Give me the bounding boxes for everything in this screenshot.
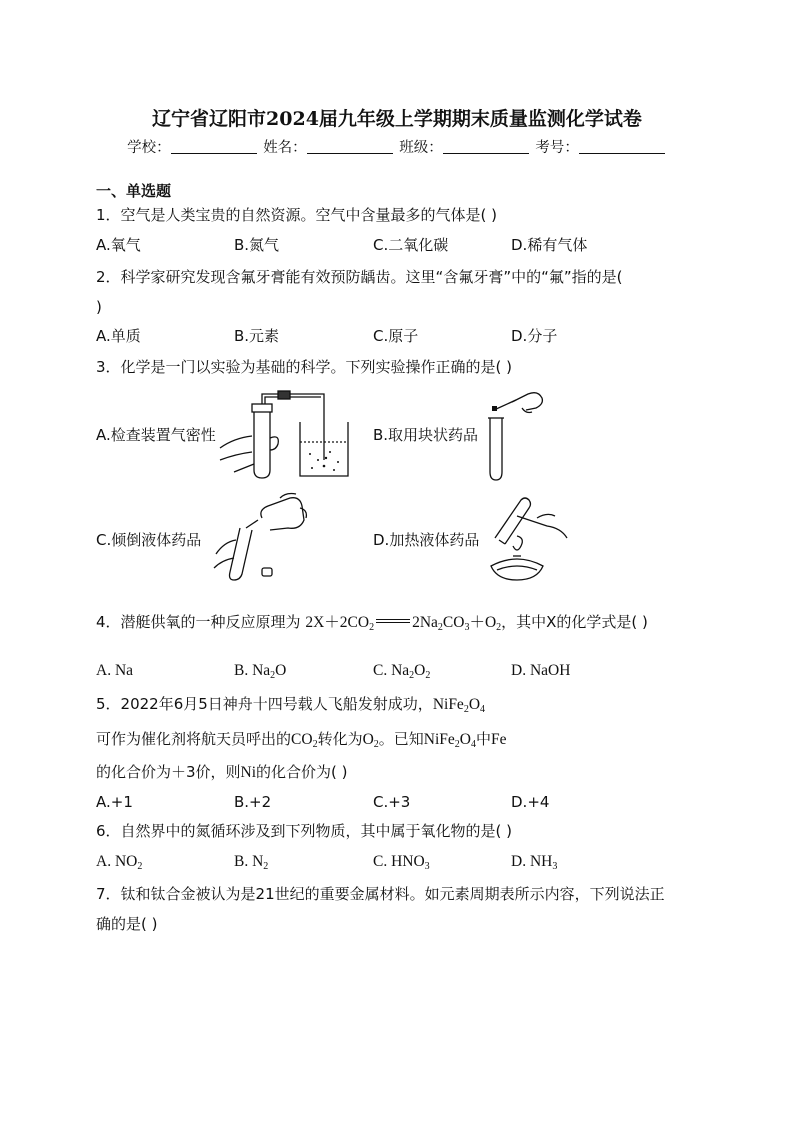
- q5-line2-mid2: 。已知: [378, 730, 424, 748]
- q5-option-a: A.+1: [96, 793, 133, 811]
- q4-c-sub2: 2: [425, 670, 431, 681]
- q1-option-a: A.氧气: [96, 236, 141, 254]
- q6-option-c: [373, 852, 430, 872]
- q2-option-c: C.原子: [373, 327, 419, 345]
- school-label: 学校：: [127, 140, 171, 156]
- q6-option-a: [96, 852, 142, 872]
- q1-stem: 1．空气是人类宝贵的自然资源。空气中含量最多的气体是( ): [96, 206, 498, 224]
- q1-option-b: B.氮气: [234, 236, 280, 254]
- class-label: 班级：: [399, 140, 443, 156]
- eq-right-c: ＋O: [469, 614, 497, 631]
- page-title: 辽宁省辽阳市2024届九年级上学期期末质量监测化学试卷: [152, 108, 642, 130]
- q5-line2: [96, 729, 507, 750]
- eq-left: 2X＋2CO: [305, 614, 370, 631]
- airtightness-check-figure: [214, 388, 360, 484]
- q5-line3-pre: 的化合价为＋3价，则: [96, 763, 241, 781]
- q3-option-d: D.加热液体药品: [373, 531, 480, 549]
- q5-f1-s2: 4: [480, 704, 486, 715]
- q5-f2-a: NiFe: [423, 731, 455, 748]
- q5-ni: Ni: [240, 764, 257, 781]
- section-heading: 一、单选题: [96, 182, 172, 200]
- q4-equation: [305, 614, 501, 631]
- eq-right-b: CO: [442, 614, 465, 631]
- q4-b-post: O: [275, 662, 287, 679]
- q4-option-c: [373, 661, 430, 681]
- q5-line2-mid3: 中: [476, 730, 492, 748]
- q5-co2-sub: 2: [312, 739, 318, 750]
- q6-d-sub: 3: [552, 861, 558, 872]
- q5-option-c: C.+3: [373, 793, 411, 811]
- q4-c-mid: O: [414, 662, 426, 679]
- student-info-line: [0, 136, 794, 157]
- q1-option-d: D.稀有气体: [511, 236, 588, 254]
- eq-right-a: 2Na: [412, 614, 438, 631]
- eq-sub1: 2: [369, 622, 375, 633]
- q4-option-d: D. NaOH: [511, 662, 571, 679]
- q6-option-d: [511, 852, 557, 872]
- q6-c-text: C. HNO: [373, 853, 425, 870]
- q5-line1: [96, 694, 485, 715]
- q2-stem-line1: 2．科学家研究发现含氟牙膏能有效预防龋齿。这里“含氟牙膏”中的“氟”指的是(: [96, 268, 623, 286]
- number-blank[interactable]: [579, 139, 665, 154]
- q4-option-b: [234, 661, 286, 681]
- q5-o2-sub: 2: [373, 739, 379, 750]
- q4-c-sub1: 2: [409, 670, 415, 681]
- heat-liquid-figure: [477, 492, 577, 584]
- eq-sub3: 3: [464, 622, 470, 633]
- q5-f1-a: NiFe: [432, 696, 464, 713]
- q7-stem-line2: 确的是( ): [96, 915, 158, 933]
- name-blank[interactable]: [307, 139, 393, 154]
- class-blank[interactable]: [443, 139, 529, 154]
- block-reagent-figure: [482, 388, 552, 482]
- q5-co2: [291, 731, 318, 748]
- q4-stem-post: ，其中X的化学式是( ): [501, 613, 648, 631]
- q6-a-text: A. NO: [96, 853, 138, 870]
- q5-f1-b: O: [468, 696, 481, 713]
- q3-option-c: C.倾倒液体药品: [96, 531, 202, 549]
- q2-option-a: A.单质: [96, 327, 141, 345]
- q5-line3: [96, 762, 348, 783]
- q6-b-text: B. N: [234, 853, 264, 870]
- q4-b-sub: 2: [270, 670, 276, 681]
- q5-formula2: [424, 731, 476, 748]
- school-blank[interactable]: [171, 139, 257, 154]
- q2-option-b: B.元素: [234, 327, 280, 345]
- q6-c-sub: 3: [424, 861, 430, 872]
- q5-f2-s1: 2: [454, 739, 460, 750]
- q7-stem-line1: 7．钛和钛合金被认为是21世纪的重要金属材料。如元素周期表所示内容，下列说法正: [96, 885, 665, 903]
- q4-stem: [96, 612, 648, 633]
- number-label: 考号：: [535, 140, 579, 156]
- q2-option-d: D.分子: [511, 327, 558, 345]
- eq-sub2: 2: [437, 622, 443, 633]
- pour-liquid-figure: [210, 488, 310, 584]
- q4-c-pre: C. Na: [373, 662, 410, 679]
- q3-option-b: B.取用块状药品: [373, 426, 479, 444]
- q2-stem-line2: ): [96, 298, 102, 316]
- q6-d-text: D. NH: [511, 853, 553, 870]
- q5-f2-b: O: [459, 731, 471, 748]
- q5-line3-post: 的化合价为( ): [256, 763, 348, 781]
- q4-stem-pre: 4．潜艇供氧的一种反应原理为: [96, 613, 301, 631]
- equals-sign: [376, 619, 410, 623]
- q4-b-pre: B. Na: [234, 662, 271, 679]
- name-label: 姓名：: [263, 140, 307, 156]
- q5-option-b: B.+2: [234, 793, 272, 811]
- q5-f2-s2: 4: [471, 739, 476, 750]
- q5-o2: [363, 731, 379, 748]
- q3-option-a: A.检查装置气密性: [96, 426, 216, 444]
- q5-line1-pre: 5．2022年6月5日神舟十四号载人飞船发射成功，: [96, 695, 433, 713]
- q5-fe: Fe: [491, 731, 507, 748]
- q6-a-sub: 2: [137, 861, 143, 872]
- q5-option-d: D.+4: [511, 793, 550, 811]
- q6-option-b: [234, 852, 268, 872]
- q6-b-sub: 2: [263, 861, 269, 872]
- q5-o2-text: O: [362, 731, 374, 748]
- q3-stem: 3．化学是一门以实验为基础的科学。下列实验操作正确的是( ): [96, 358, 513, 376]
- q5-f1-s1: 2: [463, 704, 469, 715]
- q5-formula1: [433, 696, 485, 713]
- q4-option-a: A. Na: [96, 662, 134, 679]
- eq-sub4: 2: [496, 622, 502, 633]
- q5-line2-mid: 转化为: [317, 730, 363, 748]
- q5-line2-pre: 可作为催化剂将航天员呼出的: [96, 730, 292, 748]
- q1-option-c: C.二氧化碳: [373, 236, 449, 254]
- q5-co2-text: CO: [291, 731, 313, 748]
- q6-stem: 6．自然界中的氮循环涉及到下列物质，其中属于氧化物的是( ): [96, 822, 513, 840]
